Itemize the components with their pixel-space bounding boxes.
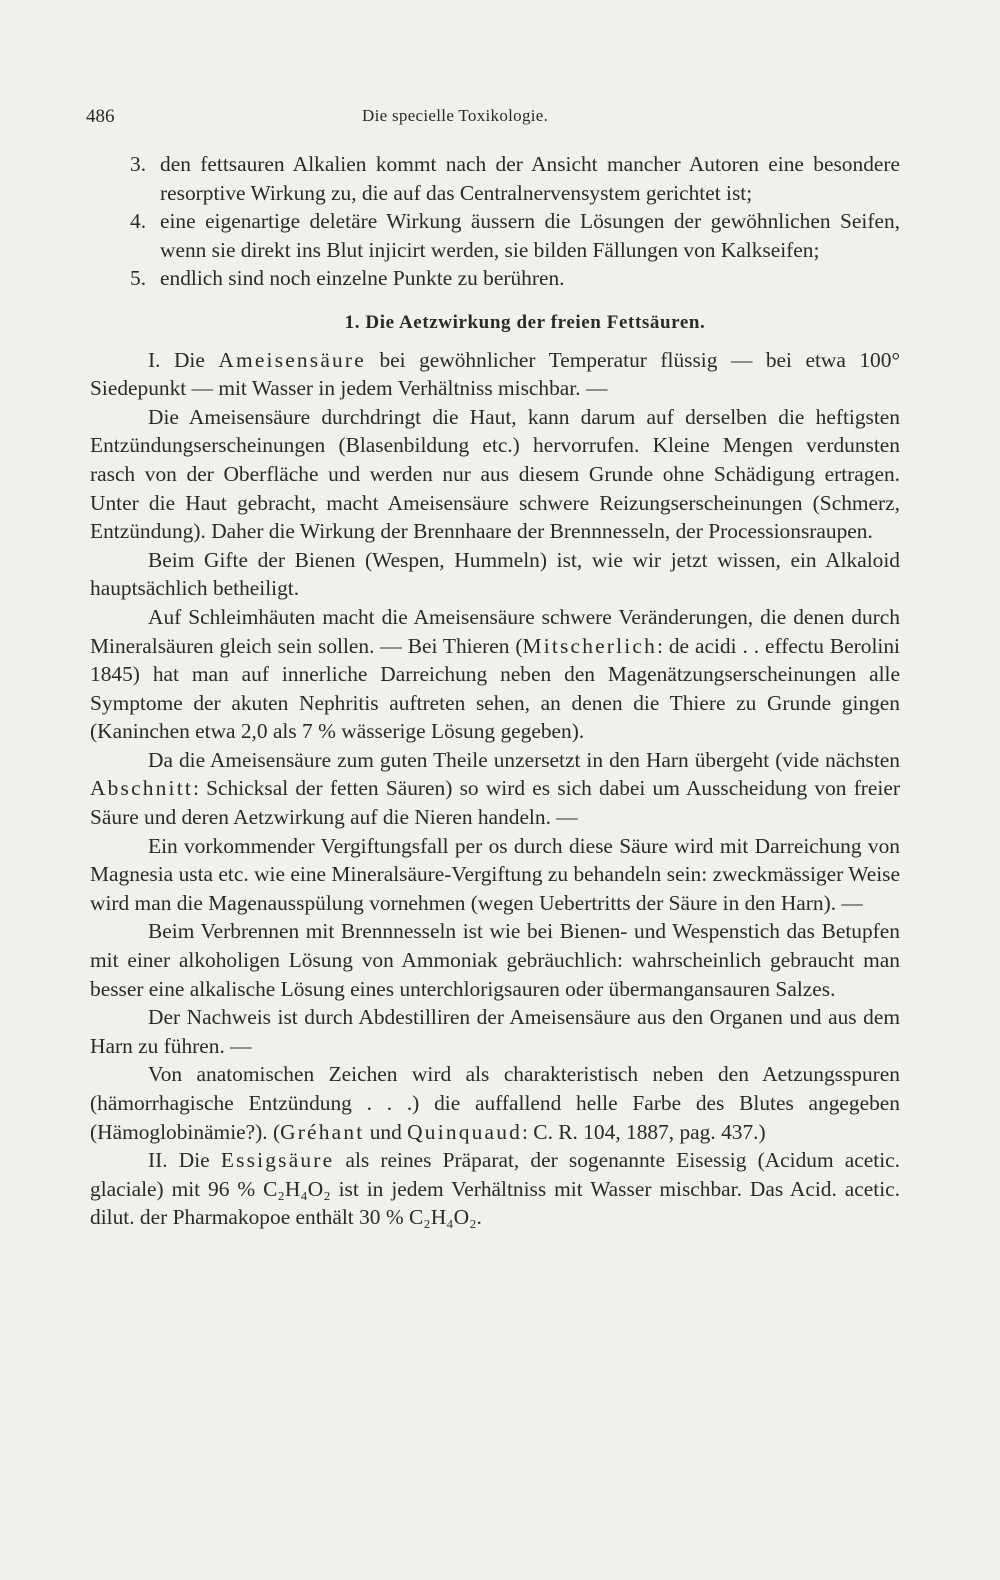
paragraph-text: bei gewöhnlicher Temperatur flüssig — bei etwa 100° Siedepunkt — mit Wasser in jedem Verhältniss mischbar. —	[90, 347, 900, 401]
page-body	[90, 150, 900, 1232]
spaced-author: Quinquaud	[407, 1119, 523, 1144]
paragraph: Ein vorkommender Vergiftungsfall per os durch diese Säure wird mit Darreichung von Magnesia usta etc. wie eine Mineralsäure-Vergiftung zu behandeln sein: zweckmässiger Weise wird man die Magenausspülung vornehmen (wegen Uebertritts der Säure in den Harn). —	[90, 833, 900, 915]
list-item	[90, 207, 900, 264]
paragraph	[90, 1146, 900, 1232]
spaced-term: Abschnitt	[90, 776, 193, 801]
paragraph-text: I. Die	[148, 347, 219, 372]
running-head: Die specielle Toxikologie.	[362, 106, 549, 125]
paragraph-text: II. Die	[148, 1148, 221, 1173]
paragraph-text: : Schicksal der fetten Säuren) so wird es sich dabei um Ausscheidung von freier Säure und deren Aetzwirkung auf die Nieren handeln. —	[90, 776, 900, 830]
spaced-term: Ameisensäure	[218, 347, 366, 372]
paragraph: Beim Gifte der Bienen (Wespen, Hummeln) ist, wie wir jetzt wissen, ein Alkaloid hauptsächlich betheiligt.	[90, 547, 900, 601]
paragraph	[90, 746, 900, 832]
paragraph-text: : C. R. 104, 1887, pag. 437.)	[522, 1119, 766, 1144]
list-item-number: 4.	[130, 209, 147, 234]
section-heading: 1. Die Aetzwirkung der freien Fettsäuren.	[344, 311, 706, 333]
paragraph: Beim Verbrennen mit Brennnesseln ist wie bei Bienen- und Wespenstich das Betupfen mit einer alkoholigen Lösung von Ammoniak gebräuchlich: wahrscheinlich gebraucht man besser eine alkalische Lösung eines unterchlorigsauren oder übermangansauren Salzes.	[90, 919, 900, 1001]
list-item-text: endlich sind noch einzelne Punkte zu berühren.	[160, 266, 565, 291]
page-header	[86, 106, 901, 136]
paragraph-text: Auf Schleimhäuten macht die Ameisensäure schwere Veränderungen, die denen durch Mineralsäuren gleich sein sollen. — Bei Thieren (	[90, 604, 900, 658]
page-number: 486	[86, 106, 115, 127]
paragraph-text: als reines Präparat, der sogenannte Eisessig (Acidum acetic. glaciale) mit 96 % C₂H₄O₂ ist in jedem Verhältniss mit Wasser mischbar. Das Acid. acetic. dilut. der Pharmakopoe enthält 30 % C₂H₄O₂.	[90, 1148, 900, 1230]
list-item	[90, 264, 900, 293]
paragraph-text: Da die Ameisensäure zum guten Theile unzersetzt in den Harn übergeht (vide nächsten	[148, 747, 900, 772]
paragraph-text: und	[364, 1119, 408, 1144]
paragraph	[90, 346, 900, 403]
spaced-term: Essigsäure	[220, 1148, 335, 1173]
list-item-text: den fettsauren Alkalien kommt nach der Ansicht mancher Autoren eine besondere resorptive Wirkung zu, die auf das Centralnervensystem gerichtet ist;	[160, 152, 900, 205]
paragraph	[90, 1060, 900, 1146]
spaced-author: Gréhant	[280, 1119, 365, 1144]
list-item-number: 5.	[130, 266, 147, 291]
paragraph-text: Von anatomischen Zeichen wird als charakteristisch neben den Aetzungsspuren (hämorrhagische Entzündung . . .) die auffallend helle Farbe des Blutes angegeben (Hämoglobinämie?). (	[90, 1062, 900, 1144]
paragraph: Der Nachweis ist durch Abdestilliren der Ameisensäure aus den Organen und aus dem Harn zu führen. —	[90, 1005, 900, 1058]
list-item-text: eine eigenartige deletäre Wirkung äussern die Lösungen der gewöhnlichen Seifen, wenn sie direkt ins Blut injicirt werden, sie bilden Fällungen von Kalkseifen;	[160, 209, 900, 262]
paragraph	[90, 603, 900, 746]
list-item-number: 3.	[130, 152, 147, 176]
paragraph-text: : de acidi . . effectu Berolini 1845) hat man auf innerliche Darreichung neben den Magenätzungserscheinungen alle Symptome der akuten Nephritis auftreten sehen, an denen die Thiere zu Grunde gingen (Kaninchen etwa 2,0 als 7 % wässerige Lösung gegeben).	[90, 633, 900, 744]
paragraph: Die Ameisensäure durchdringt die Haut, kann darum auf derselben die heftigsten Entzündungserscheinungen (Blasenbildung etc.) hervorrufen. Kleine Mengen verdunsten rasch von der Oberfläche und werden nur aus diesem Grunde ohne Schädigung ertragen. Unter die Haut gebracht, macht Ameisensäure schwere Reizungserscheinungen (Schmerz, Entzündung). Daher die Wirkung der Brennhaare der Brennnesseln, der Processionsraupen.	[90, 404, 900, 544]
list-item	[90, 150, 900, 207]
spaced-author: Mitscherlich	[522, 633, 657, 658]
